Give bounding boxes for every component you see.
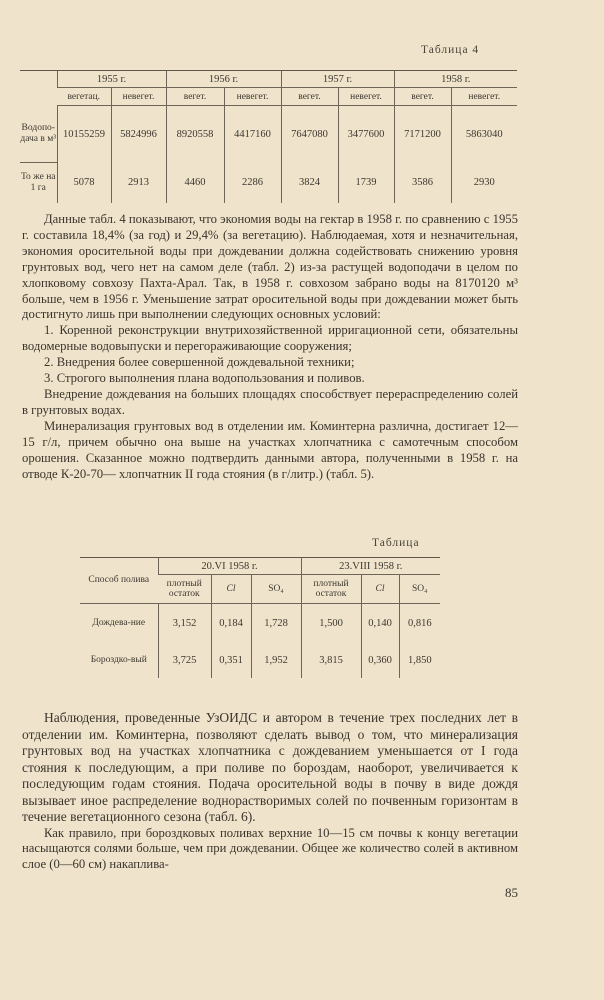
row-label: То же на 1 га (20, 171, 56, 193)
subheader: вегетац. (57, 88, 111, 106)
year-header: 1955 г. (57, 71, 166, 88)
cell: 4460 (166, 162, 224, 203)
cell: 2913 (111, 162, 166, 203)
subheader: SO₄ (251, 575, 301, 604)
list-item: 3. Строгого выполнения плана водопользования и поливов. (44, 371, 365, 386)
subheader: вегет. (166, 88, 224, 106)
subheader: вегет. (394, 88, 451, 106)
row-label: Водопо-дача в м³ (20, 106, 57, 163)
cell: 3586 (394, 162, 451, 203)
table-row (80, 642, 440, 678)
cell: 0,816 (399, 604, 440, 643)
paragraph: Как правило, при бороздковых поливах верхние 10—15 см почвы к концу вегетации насыщаются солями больше, чем при дождевании. Общее же количество солей в активном слое (0—60 см) накаплива- (22, 825, 518, 871)
cell: 1739 (338, 162, 394, 203)
subheader: невегет. (224, 88, 281, 106)
subheader: невегет. (111, 88, 166, 106)
cell: 3824 (281, 162, 338, 203)
paragraph: Данные табл. 4 показывают, что экономия воды на гектар в 1958 г. по сравнению с 1955 г. составила 18,4% (за год) и 29,4% (за вегетацию). Наблюдаемая, хотя и незначительная, экономия оросительной воды при дождевании должна содействовать снижению уровня грунтовых вод, чего нет на самом деле (табл. 2) из-за растущей водоподачи в целом по хлопковому совхозу Пахта-Арал. Так, в 1958 г. совхозом забрано воды на 8170120 м³ больше, чем в 1956 г. Уменьшение затрат оросительной воды при дождевании может быть достигнуто лишь при выполнении следующих основных условий: (22, 212, 518, 322)
table4-caption: Таблица 4 (421, 44, 480, 56)
row-label: Бороздко-вый (90, 654, 147, 665)
year-header: 1957 г. (281, 71, 394, 88)
table-row (20, 162, 517, 203)
cell: 3,725 (158, 642, 211, 678)
paragraph: Наблюдения, проведенные УзОИДС и автором в течение трех последних лет в отделении им. Коминтерна, позволяют сделать вывод о том, что минерализация грунтовых вод на участках хлопчатника с дождеванием уменьшается от I года стояния к последующим, а при поливе по бороздам, наоборот, увеличивается к последующим годам стояния. Подача оросительной воды в почву в виде дождя вызывает иное распределение воднорастворимых солей по почвенным горизонтам в течение вегетационного сезона (табл. 6). (22, 710, 518, 824)
year-header: 1958 г. (394, 71, 517, 88)
cell: 3477600 (338, 106, 394, 163)
cell: 8920558 (166, 106, 224, 163)
paragraph: Внедрение дождевания на больших площадях способствует перераспределению солей в грунтовых водах. (22, 386, 518, 417)
row-label: Дождева-ние (92, 617, 146, 628)
subheader: невегет. (451, 88, 517, 106)
table-row (80, 604, 440, 643)
cell: 0,184 (211, 604, 251, 643)
cell: 5078 (57, 162, 111, 203)
cell: 0,351 (211, 642, 251, 678)
cell: 5824996 (111, 106, 166, 163)
subheader: SO₄ (399, 575, 440, 604)
cell: 1,952 (251, 642, 301, 678)
cell: 1,500 (301, 604, 361, 643)
subheader: плотный остаток (301, 575, 361, 604)
page-number: 85 (505, 885, 518, 900)
cell: 3,815 (301, 642, 361, 678)
cell: 1,728 (251, 604, 301, 643)
cell: 0,140 (361, 604, 399, 643)
date-header: 23.VIII 1958 г. (301, 558, 440, 575)
subheader: невегет. (338, 88, 394, 106)
subheader: плотный остаток (158, 575, 211, 604)
cell: 4417160 (224, 106, 281, 163)
table5-caption: Таблица (372, 537, 420, 549)
cell: 0,360 (361, 642, 399, 678)
table4 (20, 71, 517, 203)
cell: 3,152 (158, 604, 211, 643)
cell: 7647080 (281, 106, 338, 163)
cell: 2930 (451, 162, 517, 203)
text-block-top (22, 212, 518, 482)
cell: 10155259 (57, 106, 111, 163)
subheader: вегет. (281, 88, 338, 106)
paragraph: Минерализация грунтовых вод в отделении им. Коминтерна различна, достигает 12—15 г/л, причем обычно она выше на участках хлопчатника с самотечным способом орошения. Сказанное можно подтвердить данными автора, полученными в 1958 г. на отводе К-20-70— хлопчатник II года стояния (в г/литр.) (табл. 5). (22, 418, 518, 481)
cell: 1,850 (399, 642, 440, 678)
table5 (80, 558, 440, 678)
method-header: Способ полива (80, 558, 158, 604)
year-header: 1956 г. (166, 71, 281, 88)
text-block-bottom (22, 710, 518, 872)
subheader: Cl (211, 575, 251, 604)
date-header: 20.VI 1958 г. (158, 558, 301, 575)
cell: 5863040 (451, 106, 517, 163)
cell: 2286 (224, 162, 281, 203)
cell: 7171200 (394, 106, 451, 163)
table-row (20, 106, 517, 163)
list-item: 1. Коренной реконструкции внутрихозяйственной ирригационной сети, обязательны водомерные водовыпуски и перегораживающие сооружения; (22, 323, 518, 354)
subheader: Cl (361, 575, 399, 604)
list-item: 2. Внедрения более совершенной дождевальной техники; (44, 355, 355, 370)
